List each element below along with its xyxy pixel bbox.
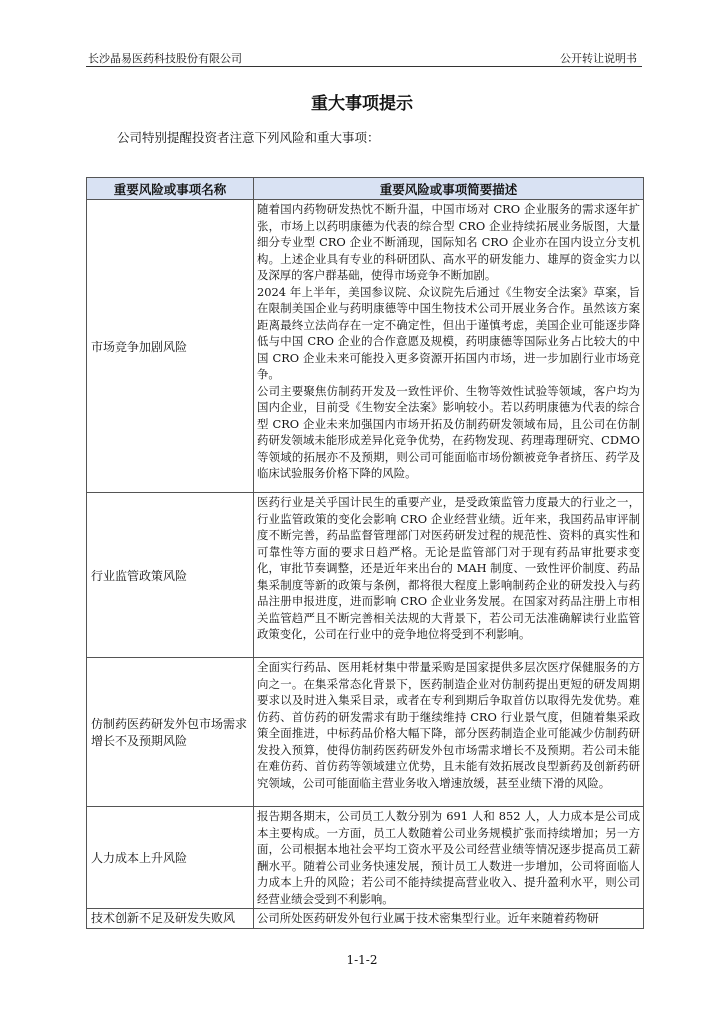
paragraph: 报告期各期末，公司员工人数分别为 691 人和 852 人，人力成本是公司成本主要构成。一方面，员工人数随着公司业务规模扩张而持续增加；另一方面，公司根据本地社会平均工资水平及公司经营业绩等情况逐步提高员工薪酬水平。随着公司业务快速发展，预计员工人数进一步增加，公司将面临人力成本上升的风险；若公司不能持续提高营业收入、提升盈利水平，则公司经营业绩会受到不利影响。 bbox=[257, 809, 640, 906]
paragraph: 医药行业是关乎国计民生的重要产业，是受政策监管力度最大的行业之一，行业监管政策的变化会影响 CRO 企业经营业绩。近年来，我国药品审评制度不断完善，药品监督管理部门对医药研发过程的规范性、资料的真实性和可靠性等方面的要求日趋严格。无论是监管部门对于现有药品审批要求变化，审批节奏调整，还是近年来出台的 MAH 制度、一致性评价制度、药品集采制度等新的政策与条例，都将很大程度上影响制药企业的研发投入与药品注册申报进度，进而影响 CRO 企业业务发展。在国家对药品注册上市相关监管趋严且不断完善相关法规的大背景下，若公司无法准确解读行业监管政策变化，公司在行业中的竞争地位将受到不利影响。 bbox=[257, 495, 640, 641]
header-company: 长沙晶易医药科技股份有限公司 bbox=[88, 52, 242, 65]
table-row bbox=[87, 807, 644, 909]
paragraph: 公司主要聚焦仿制药开发及一致性评价、生物等效性试验等领域，客户均为国内企业，目前受《生物安全法案》影响较小。若以药明康德为代表的综合型 CRO 企业未来加强国内市场开拓及仿制药研发领域布局，且公司在仿制药研发领域未能形成差异化竞争优势，在药物发现、药理毒理研究、CDMO 等领域的拓展亦不及预期，则公司可能面临市场份额被竞争者挤压、药学及临床试验服务价格下降的风险。 bbox=[257, 383, 640, 480]
risk-description bbox=[254, 200, 644, 493]
col-name-header: 重要风险或事项名称 bbox=[87, 178, 254, 200]
risk-description bbox=[254, 493, 644, 658]
risk-name: 技术创新不足及研发失败风 bbox=[87, 909, 254, 929]
header-rule bbox=[86, 66, 642, 67]
paragraph: 公司所处医药研发外包行业属于技术密集型行业。近年来随着药物研 bbox=[257, 911, 599, 925]
table-row bbox=[87, 909, 644, 929]
risk-description bbox=[254, 909, 644, 929]
table-row bbox=[87, 493, 644, 658]
risk-table bbox=[86, 177, 644, 929]
header-doc-type: 公开转让说明书 bbox=[560, 52, 637, 65]
risk-name: 人力成本上升风险 bbox=[87, 807, 254, 909]
page-title: 重大事项提示 bbox=[311, 94, 413, 114]
risk-name: 行业监管政策风险 bbox=[87, 493, 254, 658]
risk-description bbox=[254, 658, 644, 807]
paragraph: 随着国内药物研发热忱不断升温，中国市场对 CRO 企业服务的需求逐年扩张，市场上以药明康德为代表的综合型 CRO 企业持续拓展业务版图，大量细分专业型 CRO 企业不断涌现，国际知名 CRO 企业亦在国内设立分支机构。上述企业具有专业的科研团队、高水平的研发能力、雄厚的资金实力以及深厚的客户群基础，使得市场竞争不断加剧。 bbox=[257, 202, 640, 282]
risk-description bbox=[254, 807, 644, 909]
table-row bbox=[87, 200, 644, 493]
col-desc-header: 重要风险或事项简要描述 bbox=[254, 178, 644, 200]
risk-name: 仿制药医药研发外包市场需求增长不及预期风险 bbox=[87, 658, 254, 807]
intro-text: 公司特别提醒投资者注意下列风险和重大事项： bbox=[117, 130, 380, 145]
table-header-row bbox=[87, 178, 644, 200]
risk-name: 市场竞争加剧风险 bbox=[87, 200, 254, 493]
paragraph: 全面实行药品、医用耗材集中带量采购是国家提供多层次医疗保健服务的方向之一。在集采常态化背景下，医药制造企业对仿制药提出更短的研发周期要求以及时进入集采目录，或者在专利到期后争取首仿以取得先发优势。难仿药、首仿药的研发需求有助于继续维持 CRO 行业景气度，但随着集采政策全面推进，中标药品价格大幅下降，部分医药制造企业可能减少仿制药研发投入预算，使得仿制药医药研发外包市场需求增长不及预期。若公司未能在难仿药、首仿药等领域建立优势，且未能有效拓展改良型新药及创新药研究领域，公司可能面临主营业务收入增速放缓，甚至业绩下滑的风险。 bbox=[257, 660, 640, 790]
page-number: 1-1-2 bbox=[346, 953, 378, 967]
paragraph: 2024 年上半年，美国参议院、众议院先后通过《生物安全法案》草案，旨在限制美国企业与药明康德等中国生物技术公司开展业务合作。虽然该方案距离最终立法尚存在一定不确定性，但出于谨慎考虑，美国企业可能逐步降低与中国 CRO 企业的合作意愿及规模，药明康德等国际业务占比较大的中国 CRO 企业未来可能投入更多资源开拓国内市场，进一步加剧行业市场竞争。 bbox=[257, 284, 640, 381]
table-row bbox=[87, 658, 644, 807]
